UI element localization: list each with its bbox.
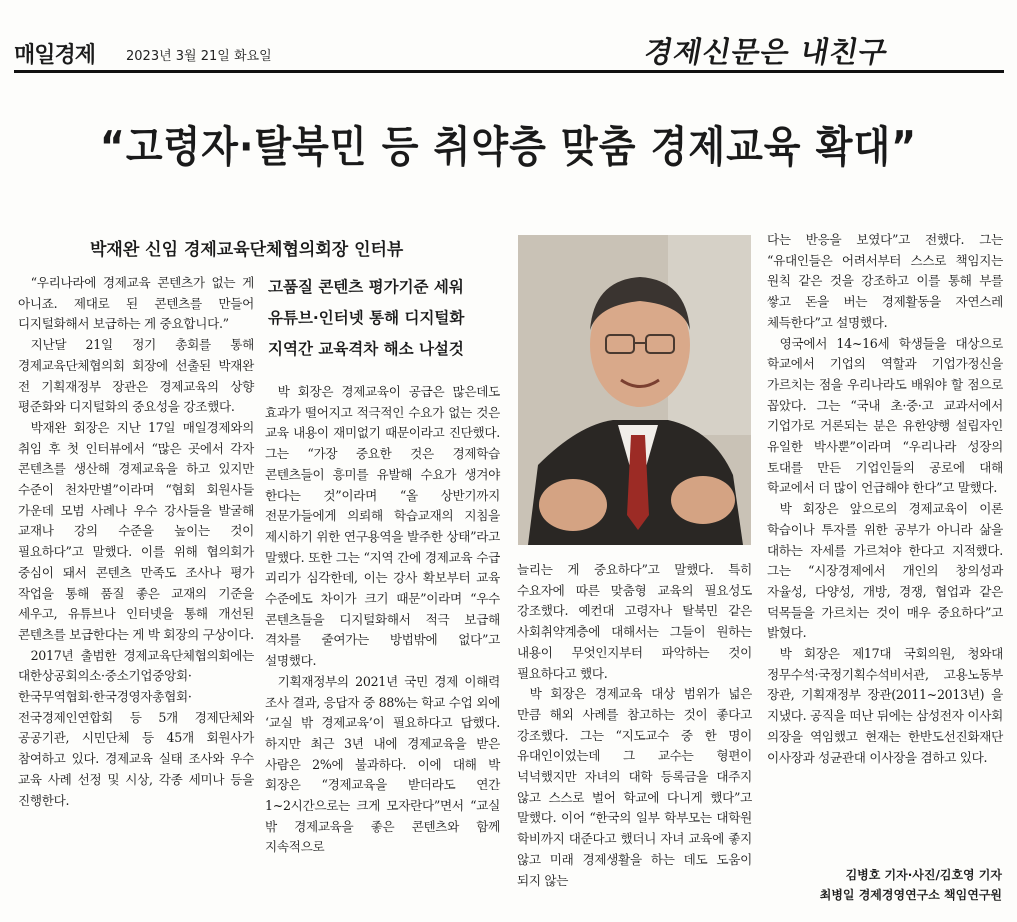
headline: “고령자·탈북민 등 취약층 맞춤 경제교육 확대” [99, 122, 918, 172]
paragraph: 박 회장은 경제교육 대상 범위가 넓은 만큼 해외 사례를 참고하는 것이 좋다고 강조했다. 그는 “지도교수 중 한 명이 유대인이었는데 그 교수는 형편이 넉넉했지만 자녀의 대학 등록금을 대주지 않고 스스로 벌어 학교에 다니게 했다”고 말했다. 이어 “한국의 일부 학부모는 대학원 학비까지 대준다고 했더니 자녀 교육에 좋지 않고 미래 경제생활을 하는 데도 도움이 되지 않는 [517, 686, 752, 888]
summary-line: 고품질 콘텐츠 평가기준 세워 [268, 278, 464, 296]
article-column-4 [767, 230, 1003, 768]
paragraph: 박 회장은 경제교육이 공급은 많은데도 효과가 떨어지고 적극적인 수요가 없는 것은 교육 내용이 재미없기 때문이라고 진단했다. 그는 “가장 중요한 것은 경제학습 콘텐츠들이 흥미를 유발해 수요가 생겨야 한다는 것”이라며 “올 상반기까지 전문가들에게 의뢰해 학습교재의 지침을 제시하기 위한 연구용역을 발주한 상태”라고 말했다. 또한 그는 “지역 간에 경제교육 수급 괴리가 심각한데, 이는 강사 확보부터 교육 수준에도 차이가 크기 때문”이라며 “우수 콘텐츠들을 디지털화해서 적극 보급해 격차를 줄여가는 방법밖에 없다”고 설명했다. [265, 384, 500, 669]
paragraph: 박 회장은 제17대 국회의원, 청와대 정무수석·국정기획수석비서관, 고용노동부 장관, 기획재정부 장관(2011~2013년) 을 지냈다. 공직을 떠난 뒤에는 삼성전자 이사회 의장을 역임했고 현재는 한반도선진화재단 이사장과 성균관대 이사장을 겸하고 있다. [767, 646, 1003, 765]
author-credit: 최병일 경제경영연구소 책임연구원 [819, 888, 1002, 902]
paragraph: “우리나라에 경제교육 콘텐츠가 없는 게 아니죠. 제대로 된 콘텐츠를 만들어 디지털화해서 보급하는 게 중요합니다.” [18, 275, 254, 332]
paragraph: 2017년 출범한 경제교육단체협의회에는 대한상공회의소·중소기업중앙회·한국무역협회·한국경영자총협회·전국경제인연합회 등 5개 경제단체와 공공기관, 시민단체 등 45개 회원사가 참여하고 있다. 경제교육 실태 조사와 우수 교육 사례 선정 및 시상, 각종 세미나 등을 진행한다. [18, 647, 254, 808]
interview-photo [518, 235, 751, 545]
summary-line: 지역간 교육격차 해소 나설것 [268, 340, 464, 358]
summary-line: 유튜브·인터넷 통해 디지털화 [268, 309, 465, 327]
summary-box [268, 272, 500, 365]
subheadline: 박재완 신임 경제교육단체협의회장 인터뷰 [90, 240, 404, 260]
reporter-credit: 김병호 기자·사진/김호영 기자 [845, 868, 1002, 882]
paragraph: 다는 반응을 보였다”고 전했다. 그는 “유대인들은 어려서부터 스스로 책임지는 원칙 같은 것을 강조하고 이를 통해 부를 쌓고 돈을 버는 경제활동을 자연스레 체득한다”고 설명했다. [767, 232, 1003, 330]
paragraph: 지난달 21일 정기 총회를 통해 경제교육단체협의회 회장에 선출된 박재완 전 기획재정부 장관은 경제교육의 상향 평준화와 디지털화의 중요성을 강조했다. [18, 337, 254, 415]
section-title: 경제신문은 내친구 [641, 35, 891, 69]
paragraph: 기획재정부의 2021년 국민 경제 이해력 조사 결과, 응답자 중 88%는 학교 수업 외에 ‘교실 밖 경제교육’이 필요하다고 답했다. 하지만 최근 3년 내에 경제교육을 받은 사람은 2%에 불과하다. 이에 대해 박 회장은 “경제교육을 받더라도 연간 1~2시간으로는 크게 모자란다”면서 “교실 밖 경제교육을 좋은 콘텐츠와 함께 지속적으로 [265, 673, 500, 855]
paragraph: 영국에서 14~16세 학생들을 대상으로 학교에서 기업의 역할과 기업가정신을 가르치는 점을 우리나라도 배워야 할 점으로 꼽았다. 그는 “국내 초·중·고 교과서에서 기업가로 거론되는 분은 유한양행 설립자인 유일한 박사뿐”이라며 “우리나라 성장의 토대를 만든 기업인들의 공로에 대해 학교에서 더 많이 언급해야 한다”고 말했다. [767, 335, 1003, 496]
header-rule [14, 70, 1004, 73]
article-column-2 [265, 382, 500, 858]
portrait-illustration [518, 235, 751, 545]
paragraph: 박 회장은 앞으로의 경제교육이 이론 학습이나 투자를 위한 공부가 아니라 삶을 대하는 자세를 가르쳐야 한다고 지적했다. 그는 “시장경제에서 개인의 창의성과 자율성, 다양성, 개방, 경쟁, 협업과 같은 덕목들을 가르치는 것이 매우 중요하다”고 밝혔다. [767, 501, 1003, 641]
byline [770, 865, 1002, 905]
newspaper-name: 매일경제 [14, 43, 96, 68]
paragraph: 박재완 회장은 지난 17일 매일경제와의 취임 후 첫 인터뷰에서 “많은 곳에서 각자 콘텐츠를 생산해 경제교육을 하고 있지만 수준이 천차만별”이라며 “협회 회원사들 가운데 모범 사례나 우수 강사들을 발굴해 교재나 강의 수준을 높이는 것이 필요하다”고 말했다. 이를 위해 협의회가 중심이 돼서 콘텐츠 만족도 조사나 평가 작업을 통해 품질 좋은 교재의 기준을 세우고, 유튜브나 인터넷을 통해 개선된 콘텐츠를 보급한다는 게 박 회장의 구상이다. [18, 419, 254, 642]
article-column-1 [18, 273, 254, 811]
paragraph: 늘리는 게 중요하다”고 말했다. 특히 수요자에 따른 맞춤형 교육의 필요성도 강조했다. 예컨대 고령자나 탈북민 같은 사회취약계층에 대해서는 그들이 원하는 내용이 무엇인지부터 파악하는 것이 필요하다고 했다. [517, 562, 752, 681]
publication-date: 2023년 3월 21일 화요일 [126, 49, 272, 64]
article-column-3 [517, 560, 752, 891]
